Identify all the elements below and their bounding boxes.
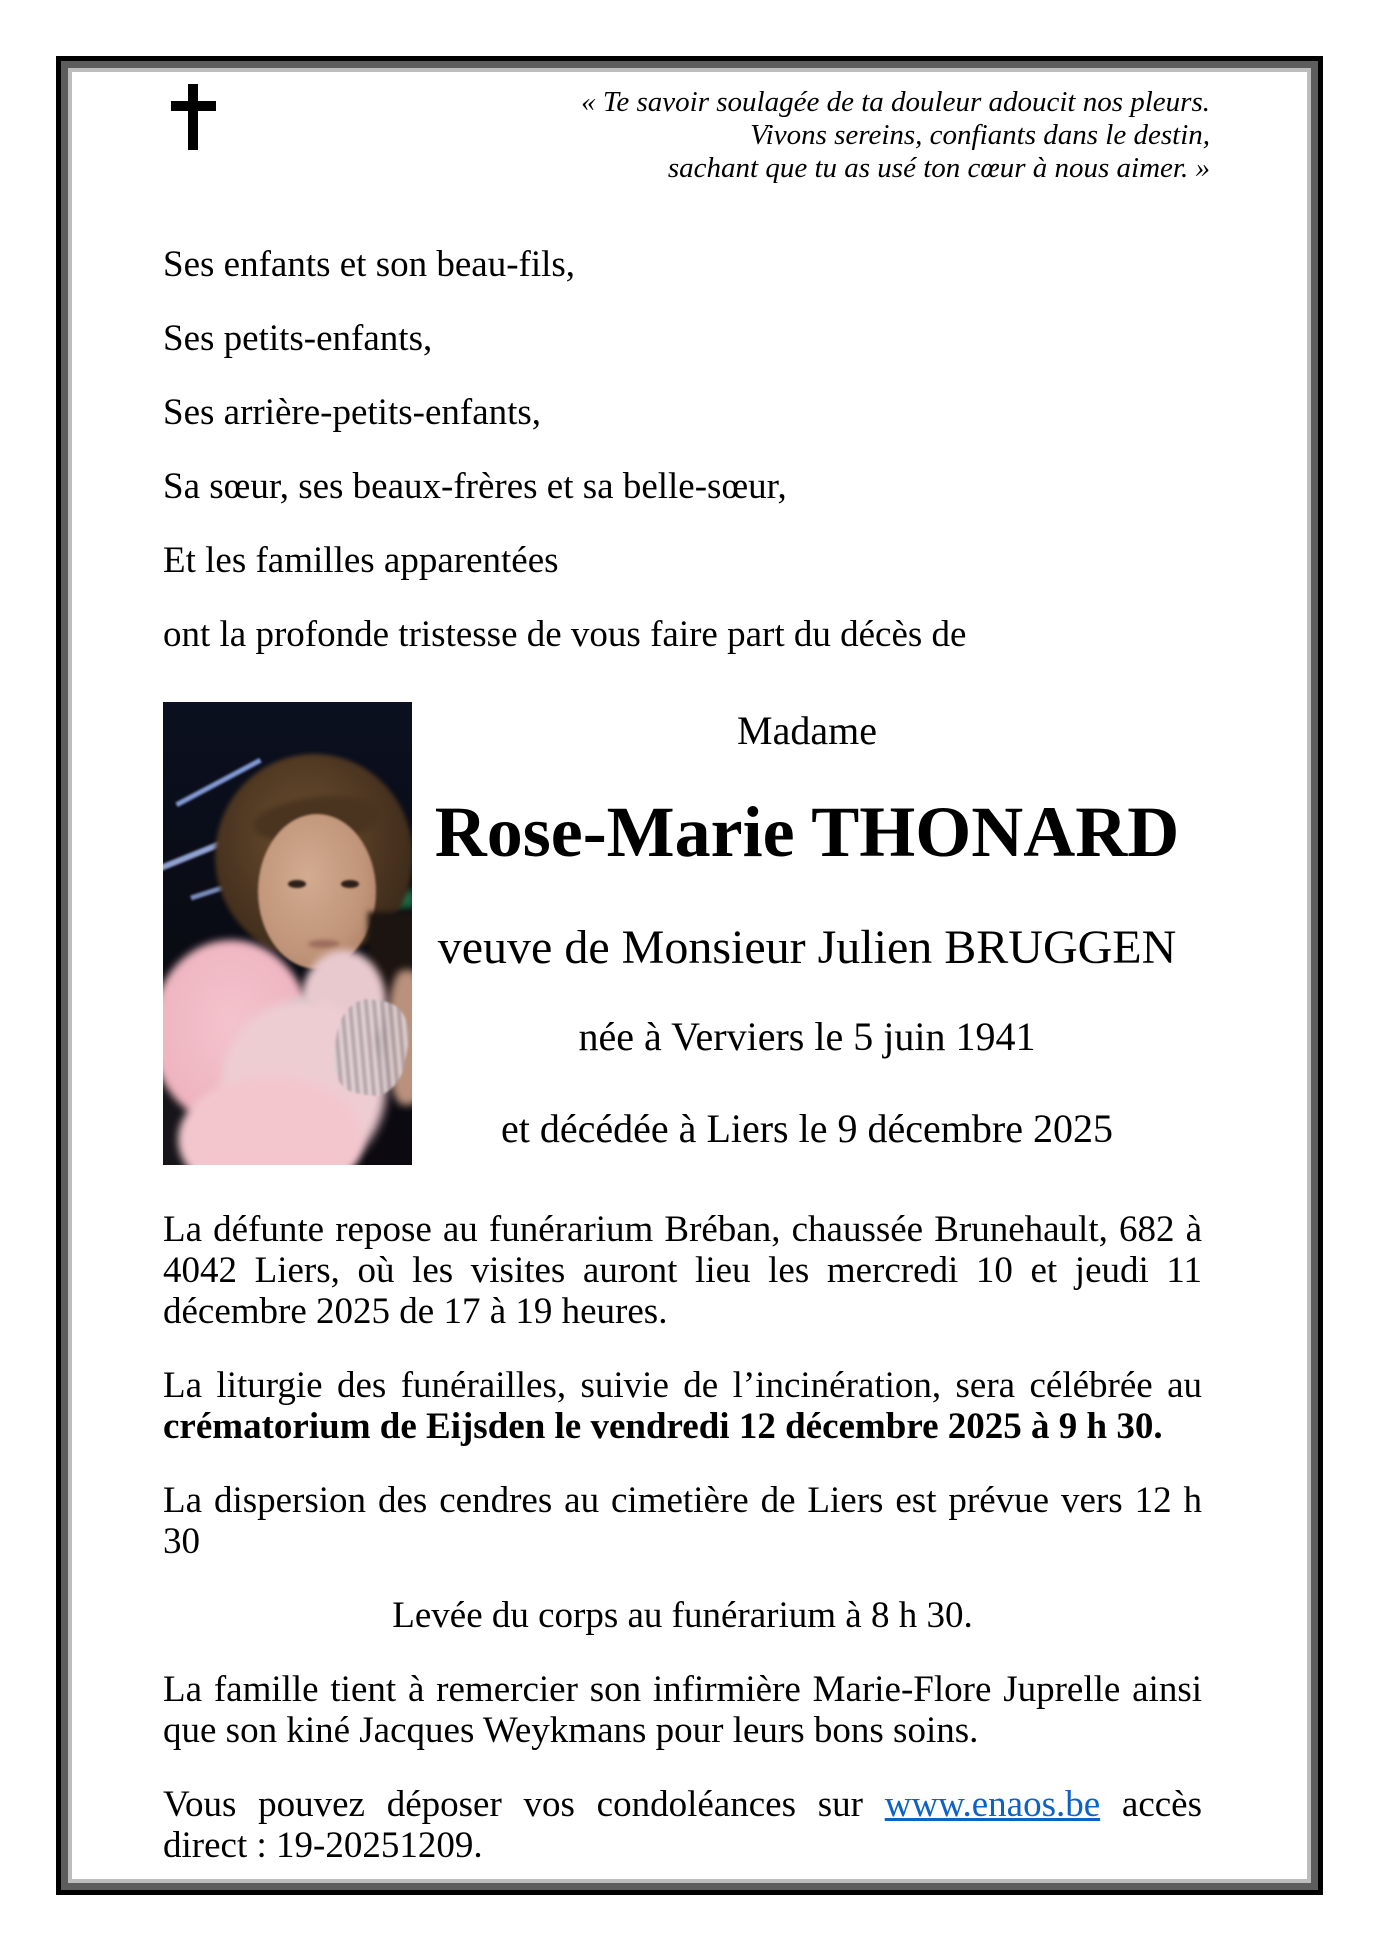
- quote-line: sachant que tu as usé ton cœur à nous aimer. »: [667, 152, 1210, 184]
- civility-title: Madame: [737, 708, 877, 753]
- enaos-link[interactable]: www.enaos.be: [884, 1784, 1101, 1825]
- family-line: Ses arrière-petits-enfants,: [163, 392, 542, 433]
- dispersion-paragraph: La dispersion des cendres au cimetière de Liers est prévue vers 12 h 30: [163, 1480, 1202, 1562]
- photo-eye: [341, 880, 359, 888]
- photo-mouth: [308, 940, 340, 948]
- family-line: Et les familles apparentées: [163, 540, 559, 581]
- quote-line: Vivons sereins, confiants dans le destin,: [750, 119, 1210, 151]
- cremation-date-bold: crématorium de Eijsden le vendredi 12 décembre 2025 à 9 h 30.: [163, 1406, 1163, 1447]
- family-line: ont la profonde tristesse de vous faire part du décès de: [163, 614, 967, 655]
- birth-line: née à Verviers le 5 juin 1941: [578, 1014, 1036, 1059]
- widow-line: veuve de Monsieur Julien BRUGGEN: [437, 921, 1177, 974]
- family-line: Sa sœur, ses beaux-frères et sa belle-sœur,: [163, 466, 787, 507]
- portrait-photo: [163, 702, 412, 1165]
- deceased-name: Rose-Marie THONARD: [434, 792, 1180, 872]
- latin-cross-icon: [171, 84, 216, 150]
- photo-eye: [288, 880, 306, 888]
- death-line: et décédée à Liers le 9 décembre 2025: [501, 1106, 1113, 1151]
- levee-paragraph: Levée du corps au funérarium à 8 h 30.: [392, 1595, 973, 1636]
- memorial-quote: [581, 86, 1210, 185]
- family-line: Ses enfants et son beau-fils,: [163, 244, 576, 285]
- thanks-paragraph: La famille tient à remercier son infirmière Marie-Flore Juprelle ainsi que son kiné Jacques Weykmans pour leurs bons soins.: [163, 1669, 1202, 1751]
- announcement-details: [163, 1209, 1202, 1866]
- quote-line: « Te savoir soulagée de ta douleur adoucit nos pleurs.: [581, 86, 1210, 118]
- repose-paragraph: La défunte repose au funérarium Bréban, chaussée Brunehault, 682 à 4042 Liers, où les visites auront lieu les mercredi 10 et jeudi 11 décembre 2025 de 17 à 19 heures.: [163, 1209, 1202, 1332]
- family-list: [163, 228, 966, 672]
- condolences-paragraph: Vous pouvez déposer vos condoléances sur www.enaos.be accès direct : 19-20251209.: [163, 1784, 1203, 1866]
- family-line: Ses petits-enfants,: [163, 318, 433, 359]
- liturgy-paragraph: La liturgie des funérailles, suivie de l’incinération, sera célébrée au crématorium de Eijsden le vendredi 12 décembre 2025 à 9 h 30.: [163, 1365, 1202, 1447]
